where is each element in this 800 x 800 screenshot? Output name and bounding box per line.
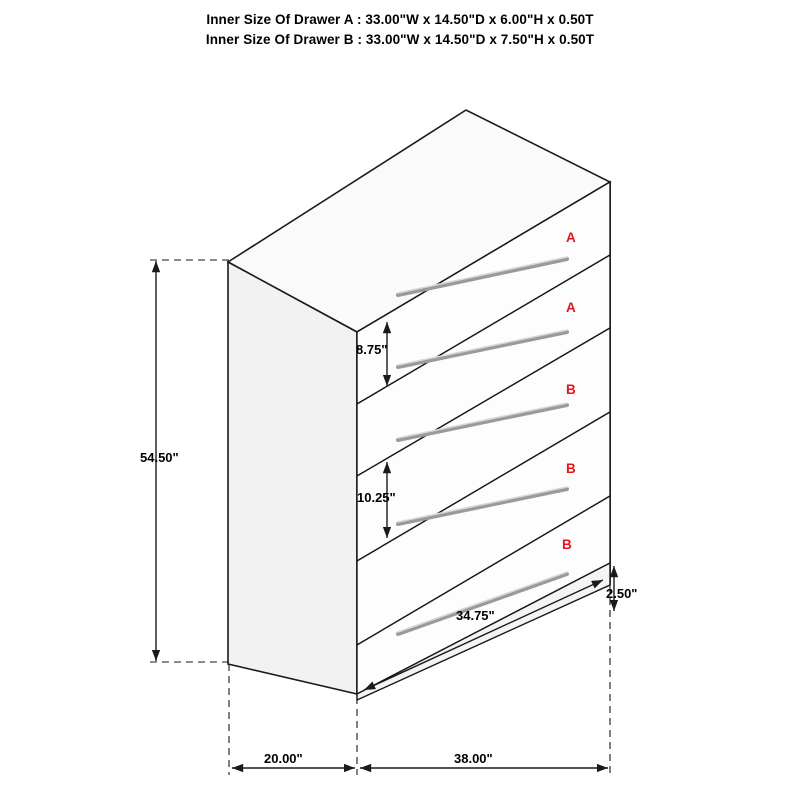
dim-label-drawer-b-height: 10.25" bbox=[357, 490, 396, 505]
dim-label-drawer-a-height: 8.75" bbox=[356, 342, 388, 357]
drawer-letter-4: B bbox=[566, 461, 576, 476]
cabinet-left-side-panel bbox=[228, 262, 357, 694]
spec-line-drawer-a: Inner Size Of Drawer A : 33.00"W x 14.50"D x 6.00"H x 0.50T bbox=[206, 12, 594, 27]
drawer-letter-1: A bbox=[566, 230, 576, 245]
dim-label-total-height: 54.50" bbox=[140, 450, 179, 465]
dim-label-overall-width: 38.00" bbox=[454, 751, 493, 766]
spec-line-drawer-b: Inner Size Of Drawer B : 33.00"W x 14.50"D x 7.50"H x 0.50T bbox=[205, 32, 595, 47]
drawer-letter-2: A bbox=[566, 300, 576, 315]
drawer-letter-3: B bbox=[566, 382, 576, 397]
dim-label-front-width: 34.75" bbox=[456, 608, 495, 623]
dim-label-side-depth: 20.00" bbox=[264, 751, 303, 766]
drawer-letter-5: B bbox=[562, 537, 572, 552]
dim-label-base-height: 2.50" bbox=[606, 586, 638, 601]
